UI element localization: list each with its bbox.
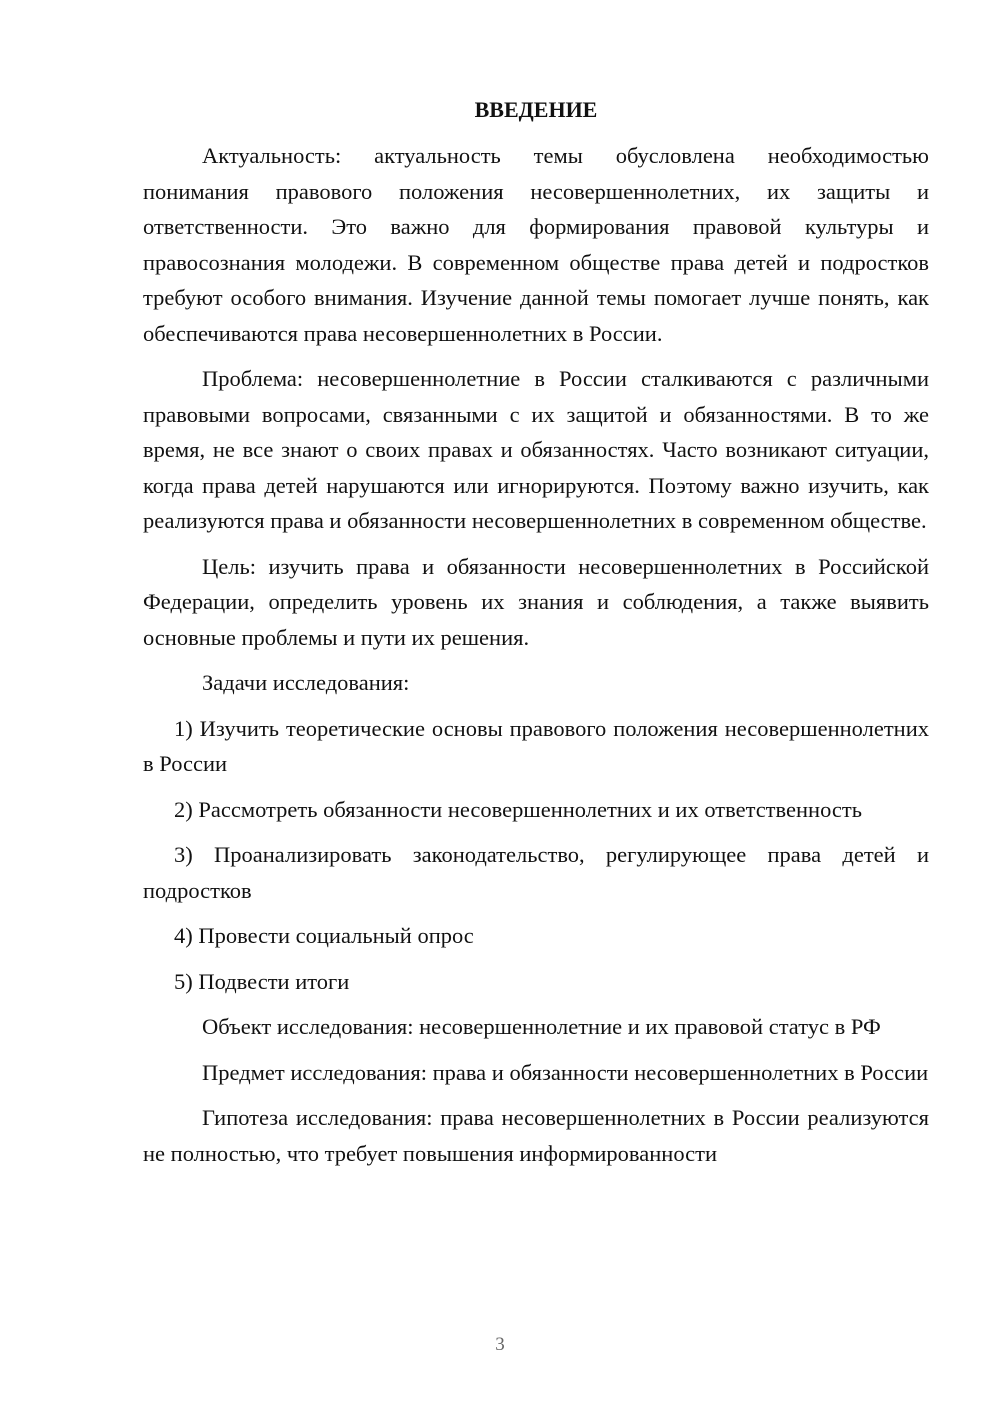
- task-item: 3) Проанализировать законодательство, регулирующее права детей и подростков: [143, 842, 929, 903]
- paragraph-problem: Проблема: несовершеннолетние в России сталкиваются с различными правовыми вопросами, связанными с их защитой и обязанностями. В то же время, не все знают о своих правах и обязанностях. Часто возникают ситуации, когда права детей нарушаются или игнорируются. Поэтому важно изучить, как реализуются права и обязанности несовершеннолетних в современном обществе.: [143, 366, 929, 533]
- task-item: 5) Подвести итоги: [174, 968, 350, 994]
- paragraph-object: Объект исследования: несовершеннолетние и их правовой статус в РФ: [202, 1014, 881, 1039]
- paragraph-hypothesis: Гипотеза исследования: права несовершеннолетних в России реализуются не полностью, что требует повышения информированности: [143, 1105, 929, 1166]
- task-item: 4) Провести социальный опрос: [174, 923, 474, 948]
- paragraph-goal: Цель: изучить права и обязанности несовершеннолетних в Российской Федерации, определить уровень их знания и соблюдения, а также выявить основные проблемы и пути их решения.: [143, 553, 929, 650]
- page-number: 3: [495, 1334, 505, 1355]
- section-title: ВВЕДЕНИЕ: [474, 97, 598, 122]
- task-item: 1) Изучить теоретические основы правового положения несовершеннолетних в России: [143, 715, 929, 776]
- paragraph-subject: Предмет исследования: права и обязанности несовершеннолетних в России: [202, 1059, 929, 1085]
- task-item: 2) Рассмотреть обязанности несовершеннолетних и их ответственность: [174, 796, 862, 822]
- paragraph-tasks-heading: Задачи исследования:: [202, 670, 410, 695]
- paragraph-relevance: Актуальность: актуальность темы обусловлена необходимостью понимания правового положения несовершеннолетних, их защиты и ответственности. Это важно для формирования правовой культуры и правосознания молодежи. В современном обществе права детей и подростков требуют особого внимания. Изучение данной темы помогает лучше понять, как обеспечиваются права несовершеннолетних в России.: [143, 143, 929, 346]
- document-page: [143, 92, 929, 1181]
